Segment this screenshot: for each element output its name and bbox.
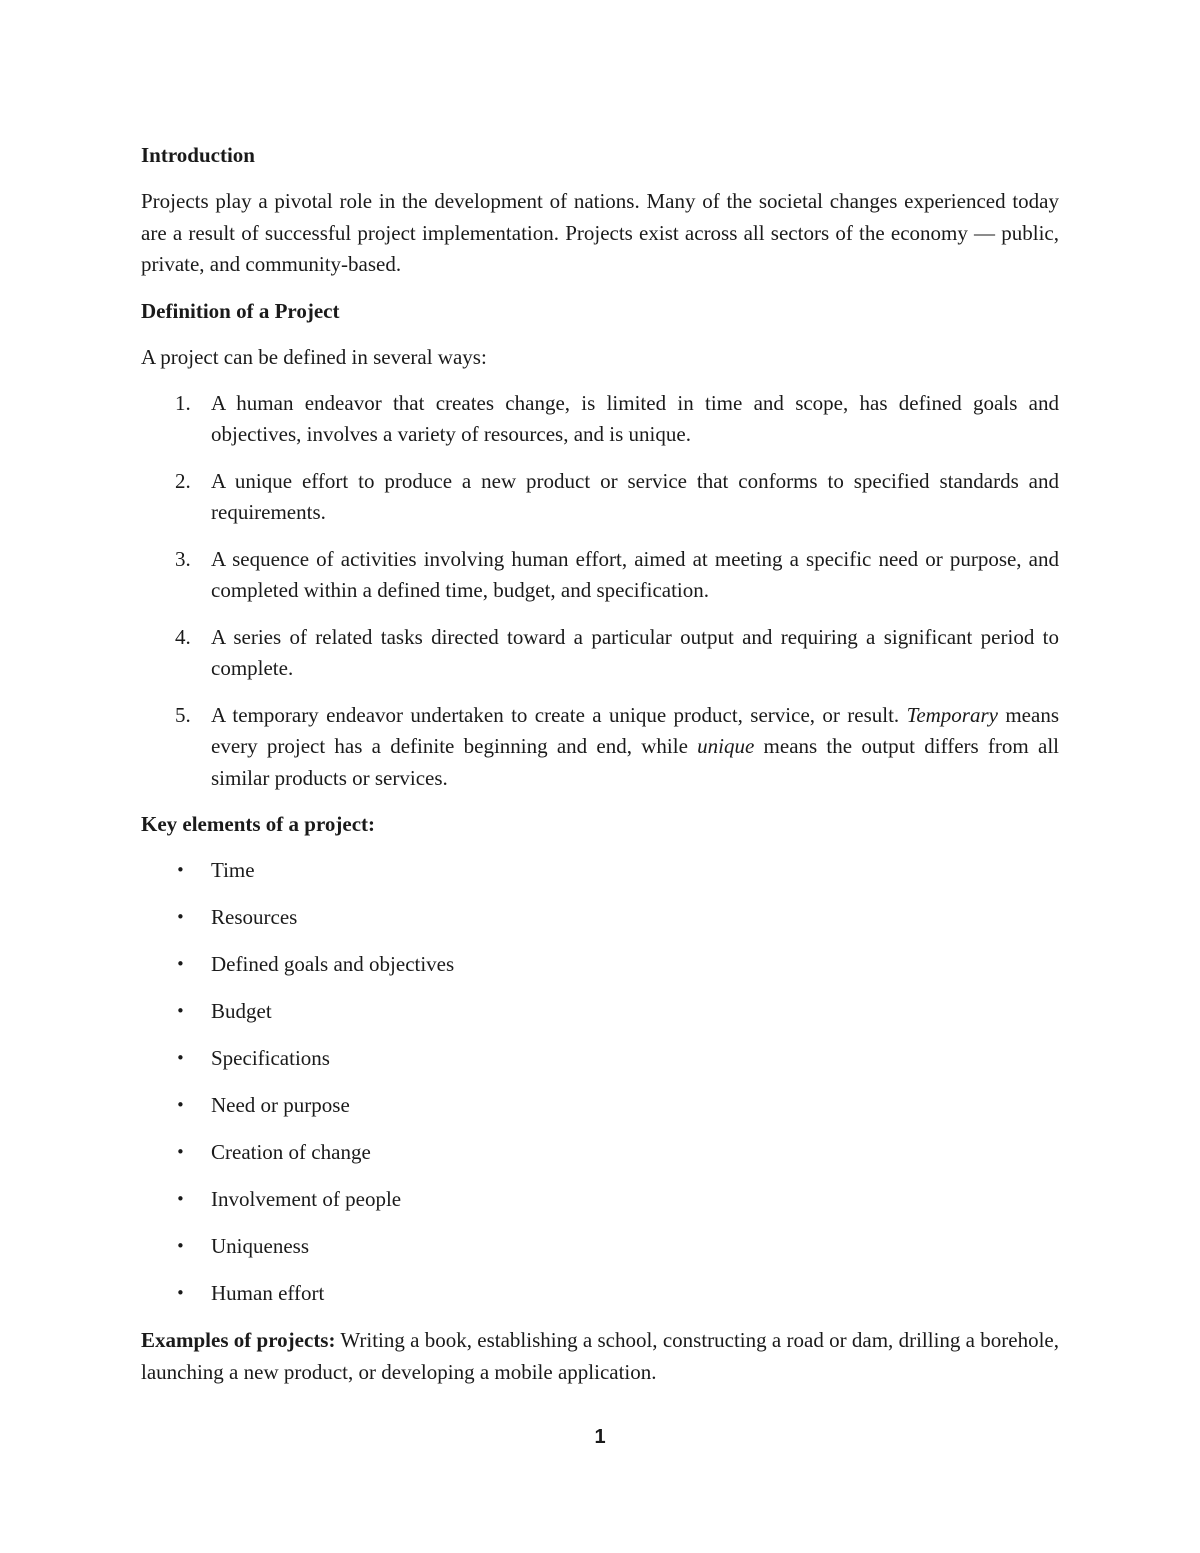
examples-text: Writing a book, establishing a school, constructing a road or dam, drilling a borehole, launching a new product, or developing a mobile application.	[141, 1328, 1059, 1384]
element-item	[141, 855, 1059, 886]
definition-item	[141, 544, 1059, 607]
elements-heading: Key elements of a project:	[141, 812, 376, 836]
definition-item-text: A human endeavor that creates change, is limited in time and scope, has defined goals and objectives, involves a variety of resources, and is unique.	[211, 390, 1059, 446]
definition-emphasis-temporary: Temporary	[906, 702, 998, 727]
element-item	[141, 1184, 1059, 1215]
intro-paragraph: Projects play a pivotal role in the development of nations. Many of the societal changes experienced today are a result of successful project implementation. Projects exist across all sectors of the economy — public, private, and community-based.	[141, 189, 1059, 276]
definition-item-number: 1.	[175, 390, 191, 415]
bullet-icon: •	[176, 1237, 185, 1255]
definition-item-text: A temporary endeavor undertaken to create a unique product, service, or result.	[211, 702, 907, 727]
bullet-icon: •	[176, 1284, 185, 1302]
element-item	[141, 1043, 1059, 1074]
definition-item	[141, 700, 1059, 795]
definition-item-number: 4.	[175, 624, 191, 649]
bullet-icon: •	[176, 861, 185, 879]
element-item-text: Defined goals and objectives	[211, 952, 455, 976]
element-item-text: Involvement of people	[211, 1187, 402, 1211]
definition-item-text: A unique effort to produce a new product or service that conforms to specified standards and requirements.	[211, 468, 1059, 524]
examples-paragraph	[141, 1325, 1059, 1388]
bullet-icon: •	[176, 1190, 185, 1208]
definition-item-text: means every project has a definite beginning and end, while	[211, 702, 1059, 758]
bullet-icon: •	[176, 1049, 185, 1067]
definition-item-number: 2.	[175, 468, 191, 493]
intro-heading: Introduction	[141, 143, 255, 167]
element-item-text: Creation of change	[211, 1140, 371, 1164]
element-item-text: Time	[211, 858, 255, 882]
document-page	[141, 140, 1059, 1388]
definition-item-text: means the output differs from all similar products or services.	[211, 734, 1059, 790]
element-item-text: Uniqueness	[211, 1234, 309, 1258]
definition-item	[141, 622, 1059, 685]
element-item	[141, 1231, 1059, 1262]
definition-lead: A project can be defined in several ways:	[141, 344, 487, 369]
element-item-text: Human effort	[211, 1281, 325, 1305]
element-item	[141, 902, 1059, 933]
element-item-text: Budget	[211, 999, 272, 1023]
element-item-text: Resources	[211, 905, 298, 929]
definition-item-number: 5.	[175, 702, 191, 727]
elements-list	[141, 855, 1059, 1309]
bullet-icon: •	[176, 908, 185, 926]
definition-heading: Definition of a Project	[141, 298, 340, 323]
bullet-icon: •	[176, 1002, 185, 1020]
bullet-icon: •	[176, 1143, 185, 1161]
examples-label: Examples of projects:	[141, 1328, 336, 1352]
element-item	[141, 996, 1059, 1027]
element-item	[141, 1137, 1059, 1168]
definition-item	[141, 388, 1059, 451]
definition-item-number: 3.	[175, 546, 191, 571]
definition-item-text: A sequence of activities involving human effort, aimed at meeting a specific need or purpose, and completed within a defined time, budget, and specification.	[211, 546, 1059, 602]
definition-list	[141, 388, 1059, 795]
bullet-icon: •	[176, 1096, 185, 1114]
element-item-text: Specifications	[211, 1046, 330, 1070]
definition-emphasis-unique: unique	[697, 734, 755, 758]
page-number: 1	[594, 1426, 606, 1448]
element-item	[141, 949, 1059, 980]
element-item-text: Need or purpose	[211, 1093, 350, 1117]
element-item	[141, 1278, 1059, 1309]
bullet-icon: •	[176, 955, 185, 973]
element-item	[141, 1090, 1059, 1121]
definition-item	[141, 466, 1059, 529]
definition-item-text: A series of related tasks directed toward a particular output and requiring a significant period to complete.	[211, 624, 1059, 680]
